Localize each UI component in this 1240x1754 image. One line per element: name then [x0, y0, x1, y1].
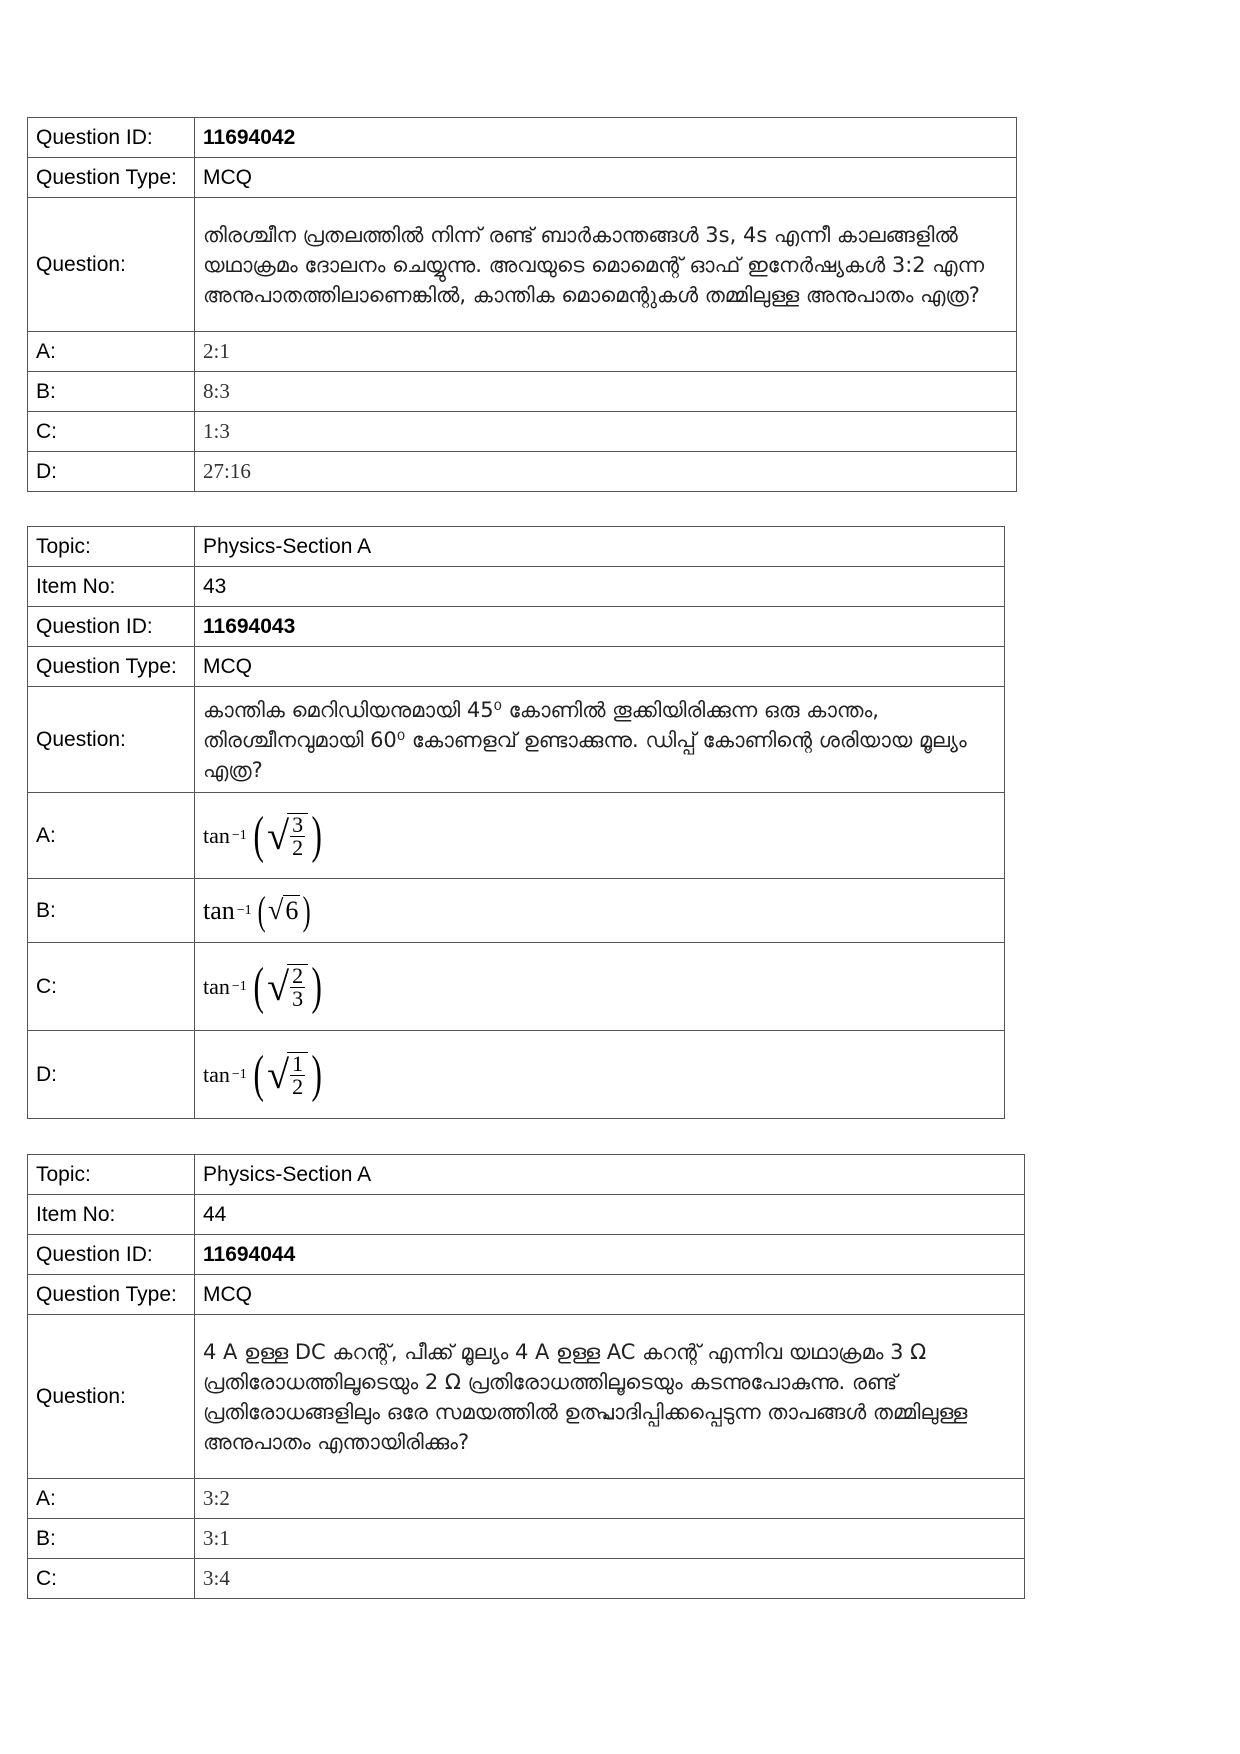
option-a-value — [195, 793, 1005, 879]
math-expression-a: tan −1 ( √ $\frac{3}{2}$ ) — [203, 806, 322, 864]
option-c-value: 1:3 — [195, 412, 1017, 452]
item-no-label: Item No: — [28, 1195, 195, 1235]
math-exponent: −1 — [231, 1066, 247, 1082]
option-c-label: C: — [28, 1559, 195, 1599]
fraction-denominator: 2 — [292, 1073, 304, 1099]
option-d-label: D: — [28, 1031, 195, 1119]
question-type-label: Question Type: — [28, 647, 195, 687]
question-id-label: Question ID: — [28, 118, 195, 158]
topic-label: Topic: — [28, 1155, 195, 1195]
fraction-numerator: 2 — [292, 962, 304, 988]
item-no-value: 44 — [195, 1195, 1025, 1235]
option-c-value — [195, 943, 1005, 1031]
math-exponent: −1 — [231, 827, 247, 843]
option-a-value: 2:1 — [195, 332, 1017, 372]
question-id-value: 11694042 — [195, 118, 1017, 158]
option-b-value: 8:3 — [195, 372, 1017, 412]
option-a-label: A: — [28, 793, 195, 879]
math-expression-d: tan −1 ( √ $\frac{1}{2}$ ) — [203, 1045, 322, 1103]
math-function: tan — [203, 973, 230, 999]
question-text: 4 A ഉള്ള DC കറന്റ്, പീക്ക് മൂല്യം 4 A ഉള്ള AC കറന്റ് എന്നിവ യഥാക്രമം 3 Ω പ്രതിരോധത്തിലൂടെയും 2 Ω പ്രതിരോധത്തിലൂടെയും കടന്നുപോകുന്നു. രണ്ട് പ്രതിരോധങ്ങളിലും ഒരേ സമയത്തിൽ ഉത്പ്പാദിപ്പിക്കപ്പെടുന്ന താപങ്ങൾ തമ്മിലുള്ള അനുപാതം എന്തായിരിക്കും? — [195, 1315, 1025, 1479]
question-type-value: MCQ — [195, 158, 1017, 198]
option-b-value — [195, 879, 1005, 943]
question-type-value: MCQ — [195, 647, 1005, 687]
option-d-value: 27:16 — [195, 452, 1017, 492]
question-label: Question: — [28, 687, 195, 793]
option-a-label: A: — [28, 1479, 195, 1519]
topic-label: Topic: — [28, 527, 195, 567]
option-b-label: B: — [28, 372, 195, 412]
fraction-denominator: 2 — [292, 834, 304, 860]
question-table-3 — [27, 1154, 1025, 1599]
question-type-label: Question Type: — [28, 1275, 195, 1315]
option-b-label: B: — [28, 879, 195, 943]
option-d-value — [195, 1031, 1005, 1119]
math-function: tan — [203, 895, 235, 925]
option-b-value: 3:1 — [195, 1519, 1025, 1559]
option-a-value: 3:2 — [195, 1479, 1025, 1519]
math-exponent: −1 — [236, 902, 252, 918]
topic-value: Physics-Section A — [195, 1155, 1025, 1195]
fraction-numerator: 3 — [292, 811, 304, 837]
question-id-label: Question ID: — [28, 1235, 195, 1275]
question-type-value: MCQ — [195, 1275, 1025, 1315]
math-function: tan — [203, 822, 230, 848]
fraction-numerator: 1 — [292, 1050, 304, 1076]
math-exponent: −1 — [231, 978, 247, 994]
question-label: Question: — [28, 198, 195, 332]
question-id-label: Question ID: — [28, 607, 195, 647]
question-type-label: Question Type: — [28, 158, 195, 198]
math-function: tan — [203, 1061, 230, 1087]
question-text: കാന്തിക മെറിഡിയനുമായി 45⁰ കോണിൽ തൂക്കിയിരിക്കുന്ന ഒരു കാന്തം, തിരശ്ചീനവുമായി 60⁰ കോണളവ് ഉണ്ടാക്കുന്നു. ഡിപ്പ് കോണിന്റെ ശരിയായ മൂല്യം എത്ര? — [195, 687, 1005, 793]
topic-value: Physics-Section A — [195, 527, 1005, 567]
option-c-label: C: — [28, 943, 195, 1031]
math-expression-b: tan −1 ( √ 6 ) — [203, 887, 312, 933]
item-no-value: 43 — [195, 567, 1005, 607]
item-no-label: Item No: — [28, 567, 195, 607]
option-c-label: C: — [28, 412, 195, 452]
option-d-label: D: — [28, 452, 195, 492]
option-a-label: A: — [28, 332, 195, 372]
question-id-value: 11694044 — [195, 1235, 1025, 1275]
fraction-denominator: 3 — [292, 985, 304, 1011]
question-id-value: 11694043 — [195, 607, 1005, 647]
question-table-2 — [27, 526, 1005, 1119]
question-table-1 — [27, 117, 1017, 492]
math-expression-c: tan −1 ( √ $\frac{2}{3}$ ) — [203, 957, 322, 1015]
option-c-value: 3:4 — [195, 1559, 1025, 1599]
question-label: Question: — [28, 1315, 195, 1479]
option-b-label: B: — [28, 1519, 195, 1559]
question-text: തിരശ്ചീന പ്രതലത്തിൽ നിന്ന് രണ്ട് ബാർകാന്തങ്ങൾ 3s, 4s എന്നീ കാലങ്ങളിൽ യഥാക്രമം ദോലനം ചെയ്യുന്നു. അവയുടെ മൊമെന്റ് ഓഫ് ഇനേർഷ്യകൾ 3:2 എന്ന അനുപാതത്തിലാണെങ്കിൽ, കാന്തിക മൊമെന്റുകൾ തമ്മിലുള്ള അനുപാതം എത്ര? — [195, 198, 1017, 332]
radicand: 6 — [285, 896, 299, 925]
